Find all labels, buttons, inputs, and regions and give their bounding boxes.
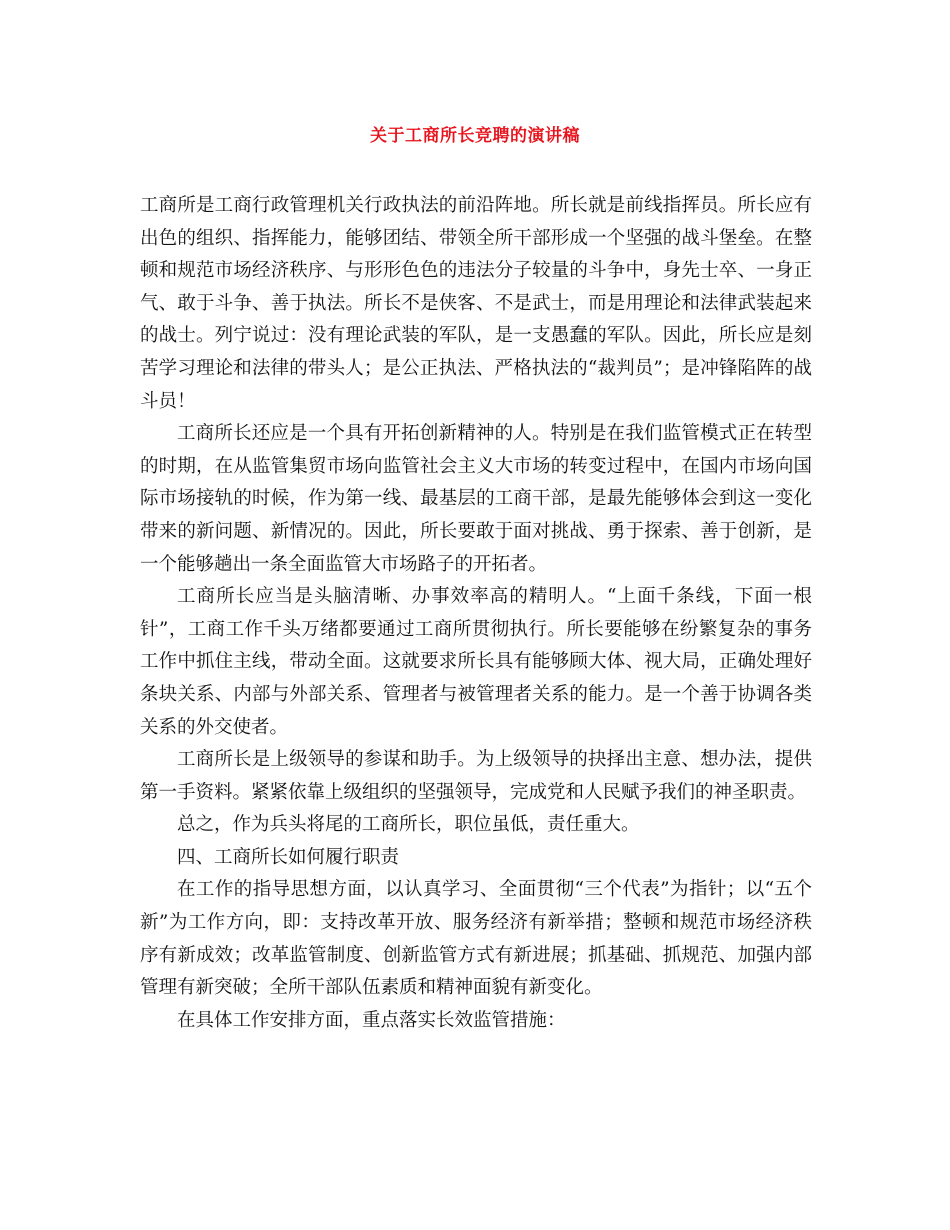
paragraph-5: 总之，作为兵头将尾的工商所长，职位虽低，责任重大。	[177, 814, 640, 836]
paragraph-3: 工商所长应当是头脑清晰、办事效率高的精明人。“上面千条线，下面一根针”，工商工作千头万绪都要通过工商所贯彻执行。所长要能够在纷繁复杂的事务工作中抓住主线，带动全面。这就要求所长具有能够顾大体、视大局，正确处理好条块关系、内部与外部关系、管理者与被管理者关系的能力。是一个善于协调各类关系的外交使者。	[140, 586, 812, 738]
document-body	[140, 190, 812, 1037]
paragraph-4: 工商所长是上级领导的参谋和助手。为上级领导的抉择出主意、想办法，提供第一手资料。紧紧依靠上级组织的坚强领导，完成党和人民赋予我们的神圣职责。	[140, 749, 812, 803]
document-title: 关于工商所长竞聘的演讲稿	[370, 126, 580, 146]
paragraph-6: 在工作的指导思想方面，以认真学习、全面贯彻“三个代表”为指针；以“五个新”为工作方向，即：支持改革开放、服务经济有新举措；整顿和规范市场经济秩序有新成效；改革监管制度、创新监管方式有新进展；抓基础、抓规范、加强内部管理有新突破；全所干部队伍素质和精神面貌有新变化。	[140, 879, 812, 999]
paragraph-7: 在具体工作安排方面，重点落实长效监管措施：	[177, 1009, 566, 1031]
paragraph-1: 工商所是工商行政管理机关行政执法的前沿阵地。所长就是前线指挥员。所长应有出色的组织、指挥能力，能够团结、带领全所干部形成一个坚强的战斗堡垒。在整顿和规范市场经济秩序、与形形色色的违法分子较量的斗争中，身先士卒、一身正气、敢于斗争、善于执法。所长不是侠客、不是武士，而是用理论和法律武装起来的战士。列宁说过：没有理论武装的军队，是一支愚蠢的军队。因此，所长应是刻苦学习理论和法律的带头人；是公正执法、严格执法的“裁判员”；是冲锋陷阵的战斗员！	[140, 195, 812, 412]
section-heading: 四、工商所长如何履行职责	[177, 846, 400, 868]
paragraph-2: 工商所长还应是一个具有开拓创新精神的人。特别是在我们监管模式正在转型的时期，在从监管集贸市场向监管社会主义大市场的转变过程中，在国内市场向国际市场接轨的时候，作为第一线、最基层的工商干部，是最先能够体会到这一变化带来的新问题、新情况的。因此，所长要敢于面对挑战、勇于探索、善于创新，是一个能够趟出一条全面监管大市场路子的开拓者。	[140, 423, 812, 575]
